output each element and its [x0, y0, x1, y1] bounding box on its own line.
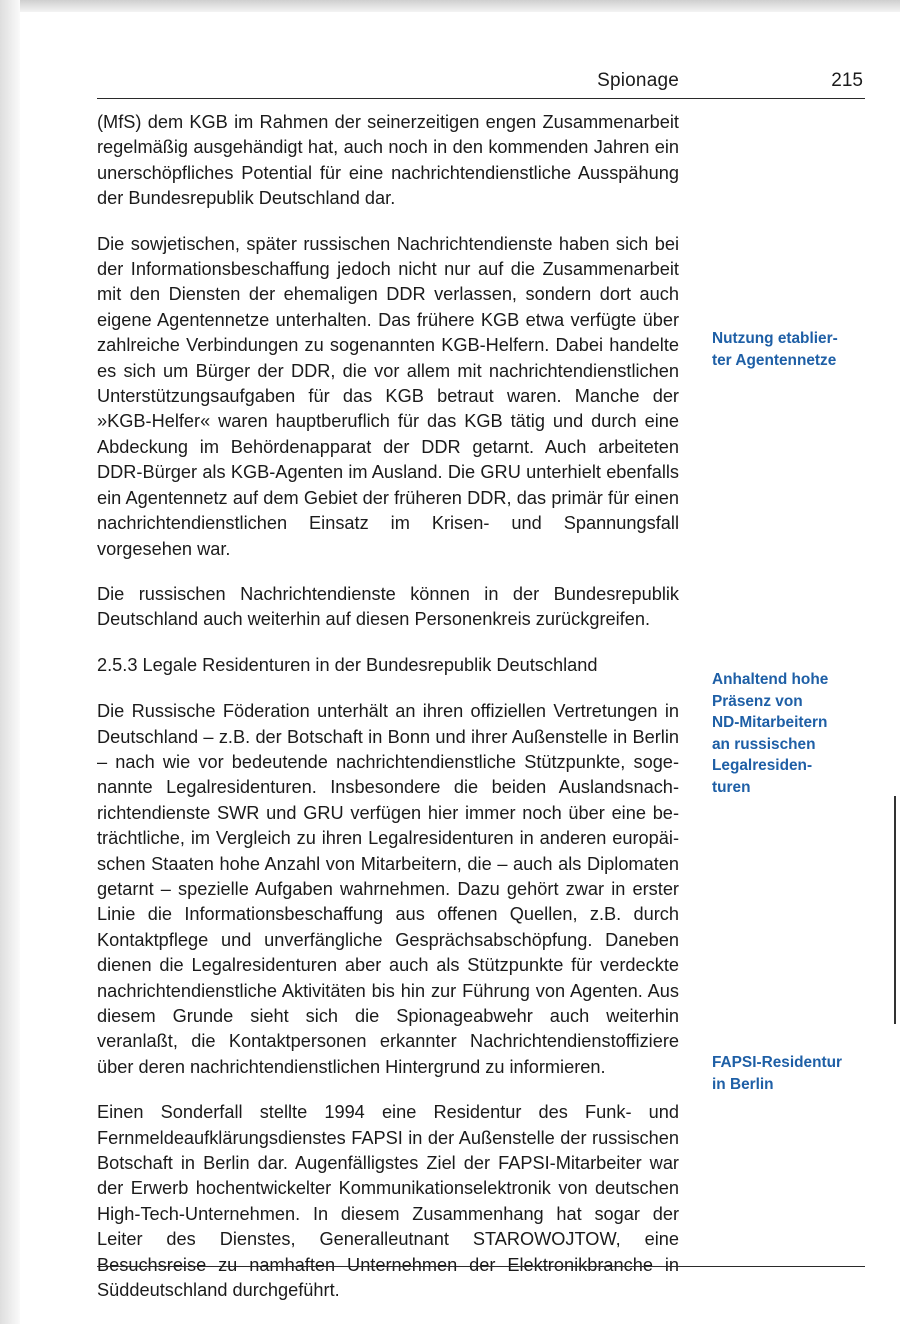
running-title: Spionage [597, 70, 679, 91]
paragraph-legal-residencies: Die Russische Föderation unterhält an ihren offiziellen Vertretungen in Deutschland – z.B. der Botschaft in Bonn und ihrer Außenstelle in Berlin – nach wie vor bedeutende nachrichtendienstliche Stützpunkte, sogenannte Legalresidenturen. Insbesondere die beiden Auslandsnachrichtendienste SWR und GRU verfügen hier immer noch über eine beträchtliche, im Vergleich zu ihren Legalresidenturen in anderen europäischen Staaten hohe Anzahl von Mitarbeitern, die – auch als Diplomaten getarnt – spezielle Aufgaben wahrnehmen. Dazu gehört zwar in erster Linie die Informationsbeschaffung aus offenen Quellen, z.B. durch Kontaktpflege und unverfängliche Gesprächsabschöpfung. Daneben dienen die Legalresidenturen aber auch als Stützpunkte für verdeckte nachrichtendienstliche Aktivitäten bis hin zur Führung von Agenten. Aus diesem Grunde sieht sich die Spionageabwehr auch weiterhin veranlaßt, die Kontaktpersonen erkannter Nachrichtendienstoffiziere über deren nachrichtendienstlichen Hintergrund zu informieren. [97, 701, 679, 1077]
paragraph-fapsi: Einen Sonderfall stellte 1994 eine Residentur des Funk- und Fernmeldeaufklärungsdienstes FAPSI in der Außenstelle der russischen Botschaft in Berlin dar. Augenfälligstes Ziel der FAPSI-Mitarbeiter war der Erwerb hochentwickelter Kommunikationselektronik von deutschen High-Tech-Unternehmen. In diesem Zusammenhang hat sogar der Leiter des Dienstes, Generalleutnant STAROWOJTOW, eine Besuchsreise zu namhaften Unternehmen der Elektronikbranche in Süddeutschland durchgeführt. [97, 1102, 679, 1301]
scan-edge-top [0, 0, 900, 12]
margin-note-fapsi: FAPSI-Residentur in Berlin [712, 1054, 842, 1093]
paragraph-personnel-access: Die russischen Nachrichtendienste können in der Bundesrepublik Deutschland auch weiterhin auf diesen Personenkreis zurückgreifen. [97, 583, 679, 630]
margin-change-bar [894, 796, 896, 1024]
footer-rule [97, 1266, 865, 1267]
margin-note-agent-networks: Nutzung etablier- ter Agentennetze [712, 330, 838, 369]
main-text-column [97, 110, 679, 1323]
page-header [97, 66, 865, 99]
page-number: 215 [831, 70, 863, 91]
margin-note-legal-residencies: Anhaltend hohe Präsenz von ND-Mitarbeitern an russischen Legalresiden- turen [712, 671, 829, 796]
section-heading: 2.5.3 Legale Residenturen in der Bundesrepublik Deutschland [97, 654, 598, 675]
paragraph-agent-networks: Die sowjetischen, später russischen Nachrichtendienste haben sich bei der Informationsbeschaffung jedoch nicht nur auf die Zusammenarbeit mit den Diensten der ehemaligen DDR verlassen, sondern dort auch eigene Agentennetze unterhalten. Das frühere KGB etwa verfügte über zahlreiche Verbindungen zu sogenannten KGB-Helfern. Dabei handelte es sich um Bürger der DDR, die vor allem mit nachrichtendienstlichen Unterstützungsaufgaben für das KGB betraut waren. Manche der »KGB-Helfer« waren hauptberuflich für das KGB tätig und durch eine Abdeckung im Behördenapparat der DDR getarnt. Auch arbeiteten DDR-Bürger als KGB-Agenten im Ausland. Die GRU unterhielt ebenfalls ein Agentennetz auf dem Gebiet der früheren DDR, das primär für einen nachrichtendienstlichen Einsatz im Krisen- und Spannungsfall vorgesehen war. [97, 233, 679, 559]
paragraph-continuation: (MfS) dem KGB im Rahmen der seinerzeitigen engen Zusammenarbeit regelmäßig ausgehändigt hat, auch noch in den kommenden Jahren ein unerschöpfliches Potential für eine nachrichtendienstliche Ausspähung der Bundesrepublik Deutschland dar. [97, 112, 679, 209]
scan-edge-left [0, 0, 20, 1324]
